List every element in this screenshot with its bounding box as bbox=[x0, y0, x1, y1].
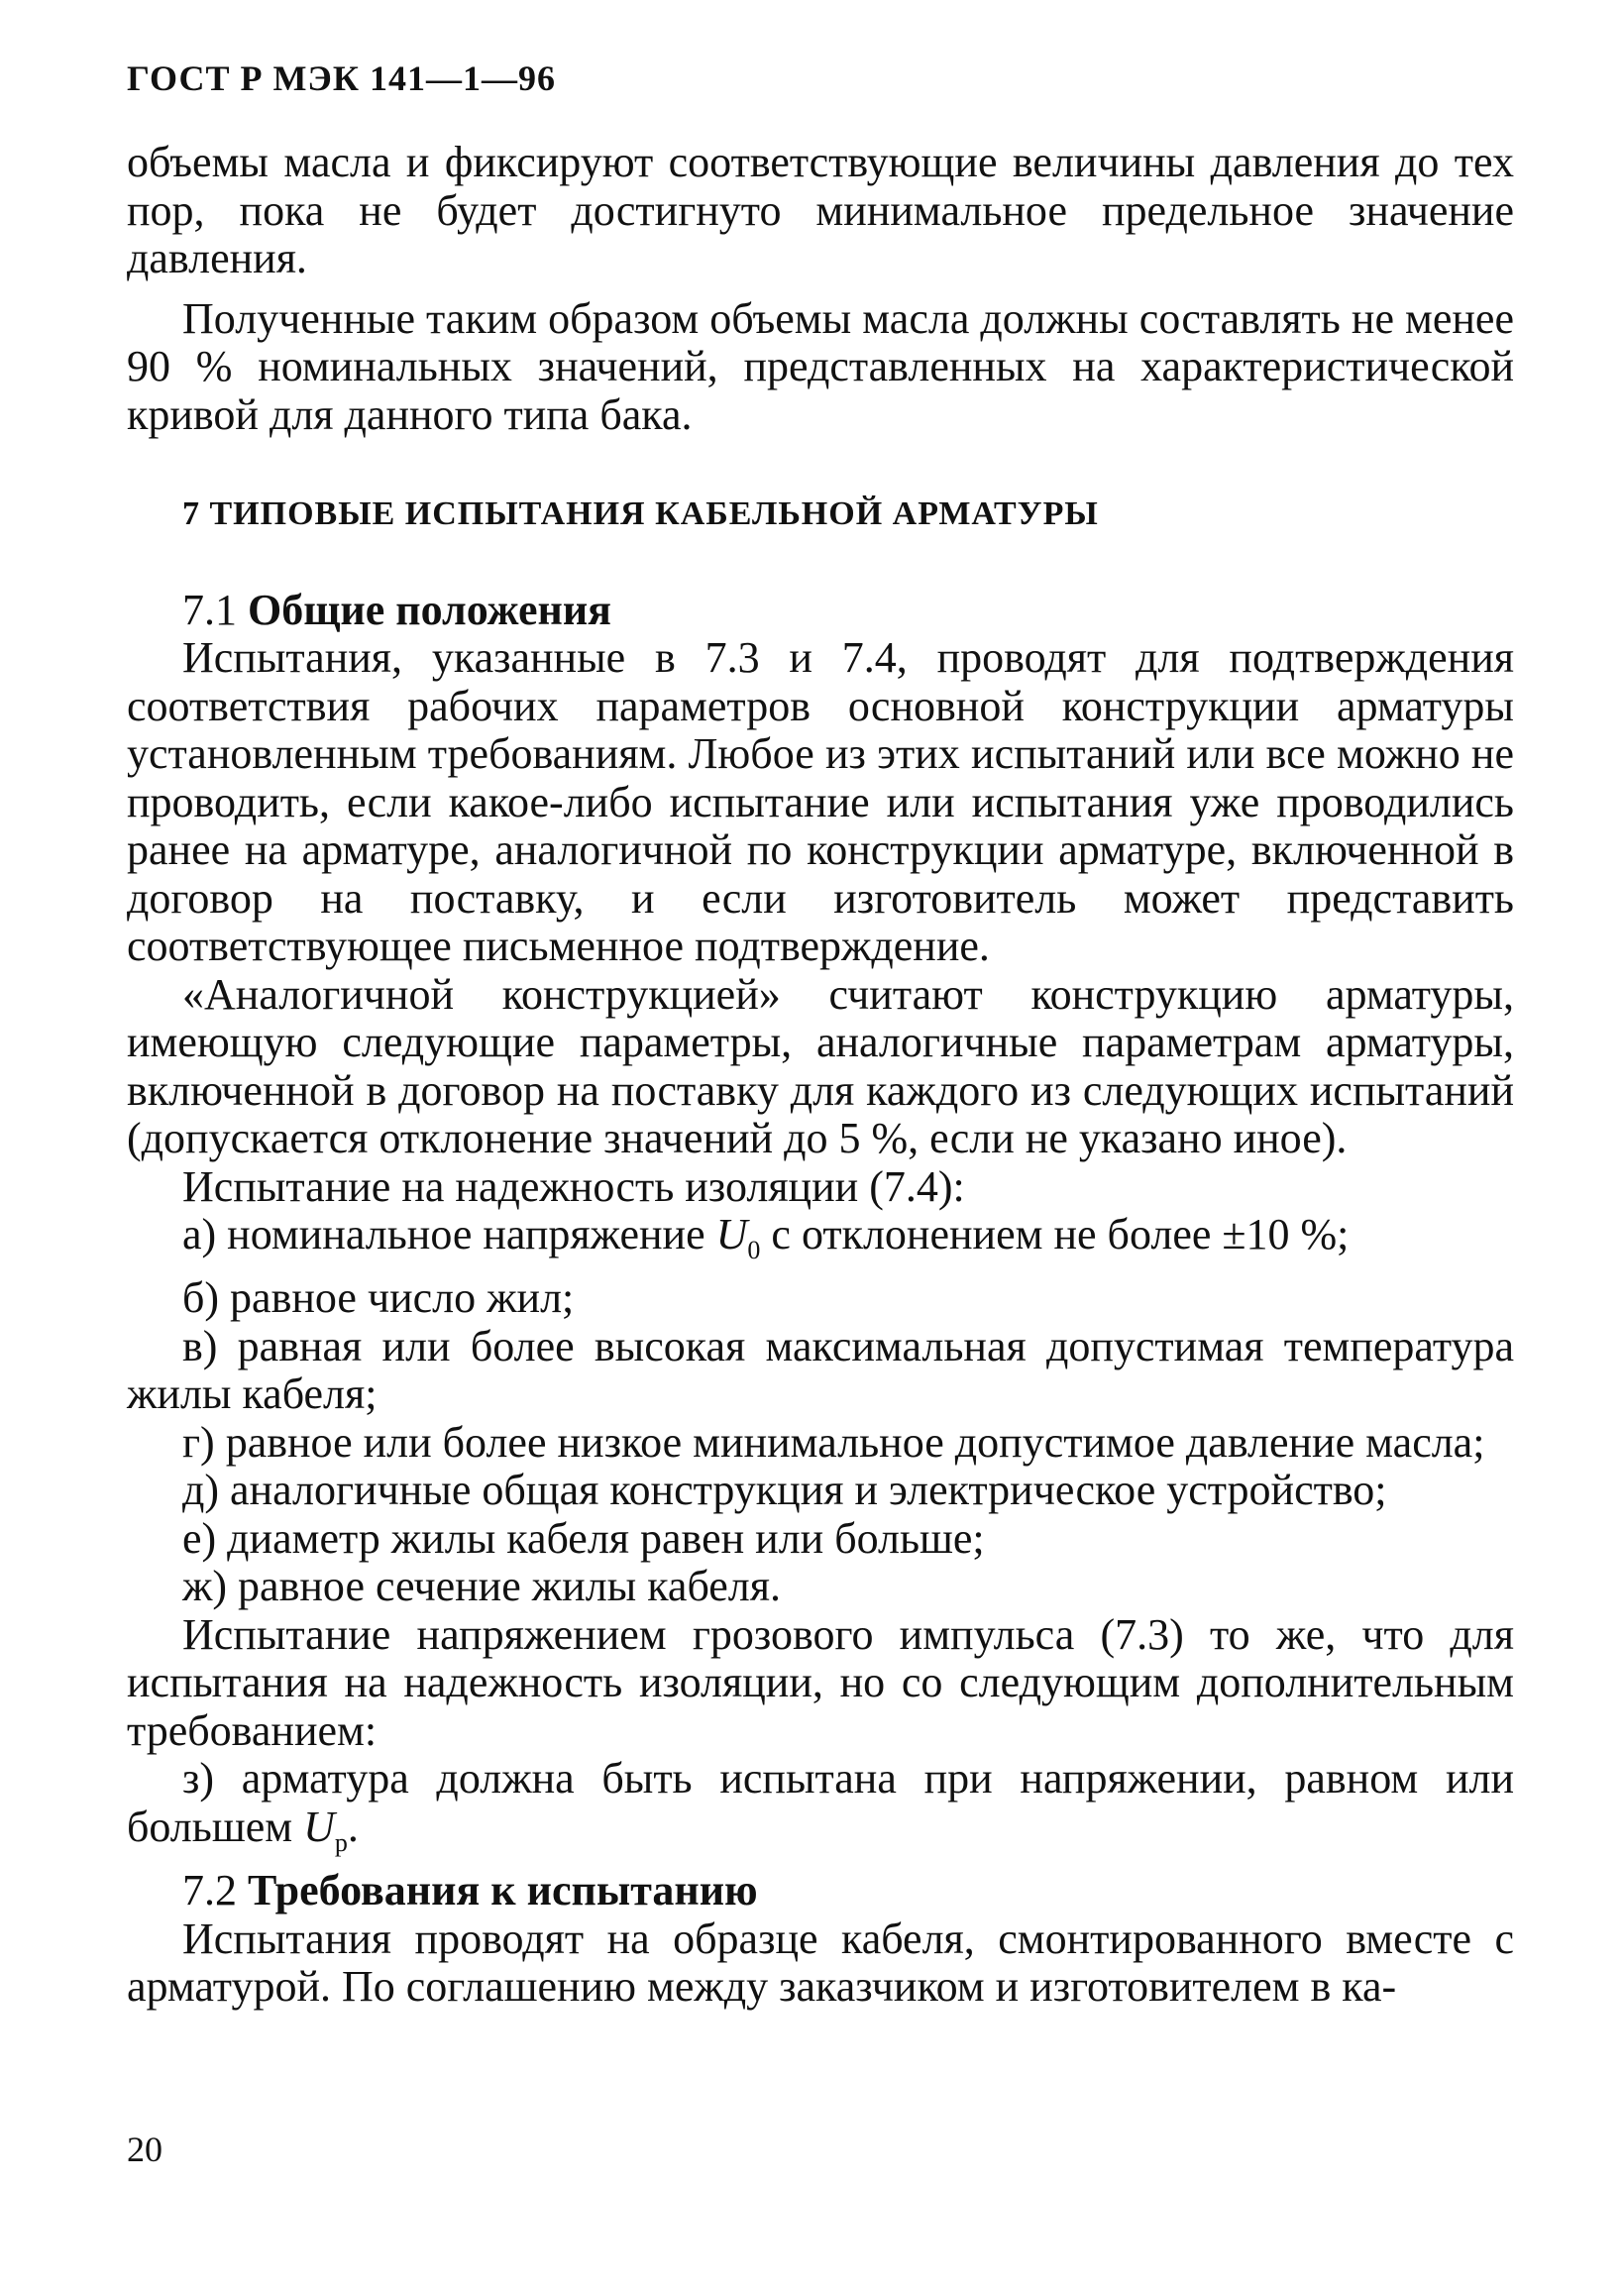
list-item-g: г) равное или более низкое минимальное допустимое давление масла; bbox=[182, 1417, 1485, 1467]
paragraph-test-requirements: Испытания проводят на образце кабеля, смонтированного вместе с арматурой. По соглашению между заказчиком и изготовителем в ка- bbox=[127, 1913, 1514, 2012]
subsection-number: 7.1 bbox=[182, 585, 237, 634]
subsection-number: 7.2 bbox=[182, 1866, 237, 1915]
page-number: 20 bbox=[127, 2130, 162, 2169]
subsection-heading-7-2 bbox=[127, 1867, 1514, 1915]
list-item-d: д) аналогичные общая конструкция и электрическое устройство; bbox=[182, 1466, 1387, 1515]
paragraph-impulse-test: Испытание напряжением грозового импульса (7.3) то же, что для испытания на надежность изоляции, но со следующим дополнительным требованием: bbox=[127, 1609, 1514, 1755]
paragraph-similar-design: «Аналогичной конструкцией» считают конструкцию арматуры, имеющую следующие параметры, аналогичные параметрам арматуры, включенной в договор на поставку для каждого из следующих испытаний (допускается отклонение значений до 5 %, если не указано иное). bbox=[127, 969, 1514, 1162]
list-item-a: а) номинальное напряжение $U_0$ с отклонением не более ±10 %; bbox=[182, 1210, 1350, 1264]
page-body bbox=[127, 139, 1514, 2012]
subsection-heading-7-1 bbox=[127, 587, 1514, 635]
running-header: ГОСТ Р МЭК 141—1—96 bbox=[127, 58, 556, 98]
symbol-u0: $U_0$ bbox=[715, 1210, 761, 1264]
subsection-title: Общие положения bbox=[248, 585, 611, 634]
paragraph-tests-general: Испытания, указанные в 7.3 и 7.4, проводят для подтверждения соответствия рабочих параметров основной конструкции арматуры установленным требованиям. Любое из этих испытаний или все можно не проводить, если какое-либо испытание или испытания уже проводились ранее на арматуре, аналогичной по конструкции арматуре, включенной в договор на поставку, и если изготовитель может представить соответствующее письменное подтверждение. bbox=[127, 633, 1514, 970]
symbol-up: $U_р$ bbox=[303, 1802, 348, 1857]
paragraph-insulation-test: Испытание на надежность изоляции (7.4): bbox=[182, 1161, 965, 1211]
list-item-b: б) равное число жил; bbox=[182, 1273, 575, 1323]
list-item-zh: ж) равное сечение жилы кабеля. bbox=[182, 1562, 781, 1611]
list-item-e: е) диаметр жилы кабеля равен или больше; bbox=[182, 1513, 985, 1563]
list-item-v: в) равная или более высокая максимальная допустимая температура жилы кабеля; bbox=[127, 1321, 1514, 1419]
section-heading-7: 7 ТИПОВЫЕ ИСПЫТАНИЯ КАБЕЛЬНОЙ АРМАТУРЫ bbox=[182, 495, 1099, 532]
list-item-z: з) арматура должна быть испытана при напряжении, равном или большем $U_р$. bbox=[127, 1754, 1514, 1857]
subsection-title: Требования к испытанию bbox=[248, 1866, 758, 1915]
paragraph-continuation: объемы масла и фиксируют соответствующие величины давления до тех пор, пока не будет достигнуто минимальное предельное значение давления. bbox=[127, 138, 1514, 282]
paragraph-oil-volumes: Полученные таким образом объемы масла должны составлять не менее 90 % номинальных значений, представленных на характеристической кривой для данного типа бака. bbox=[127, 293, 1514, 439]
